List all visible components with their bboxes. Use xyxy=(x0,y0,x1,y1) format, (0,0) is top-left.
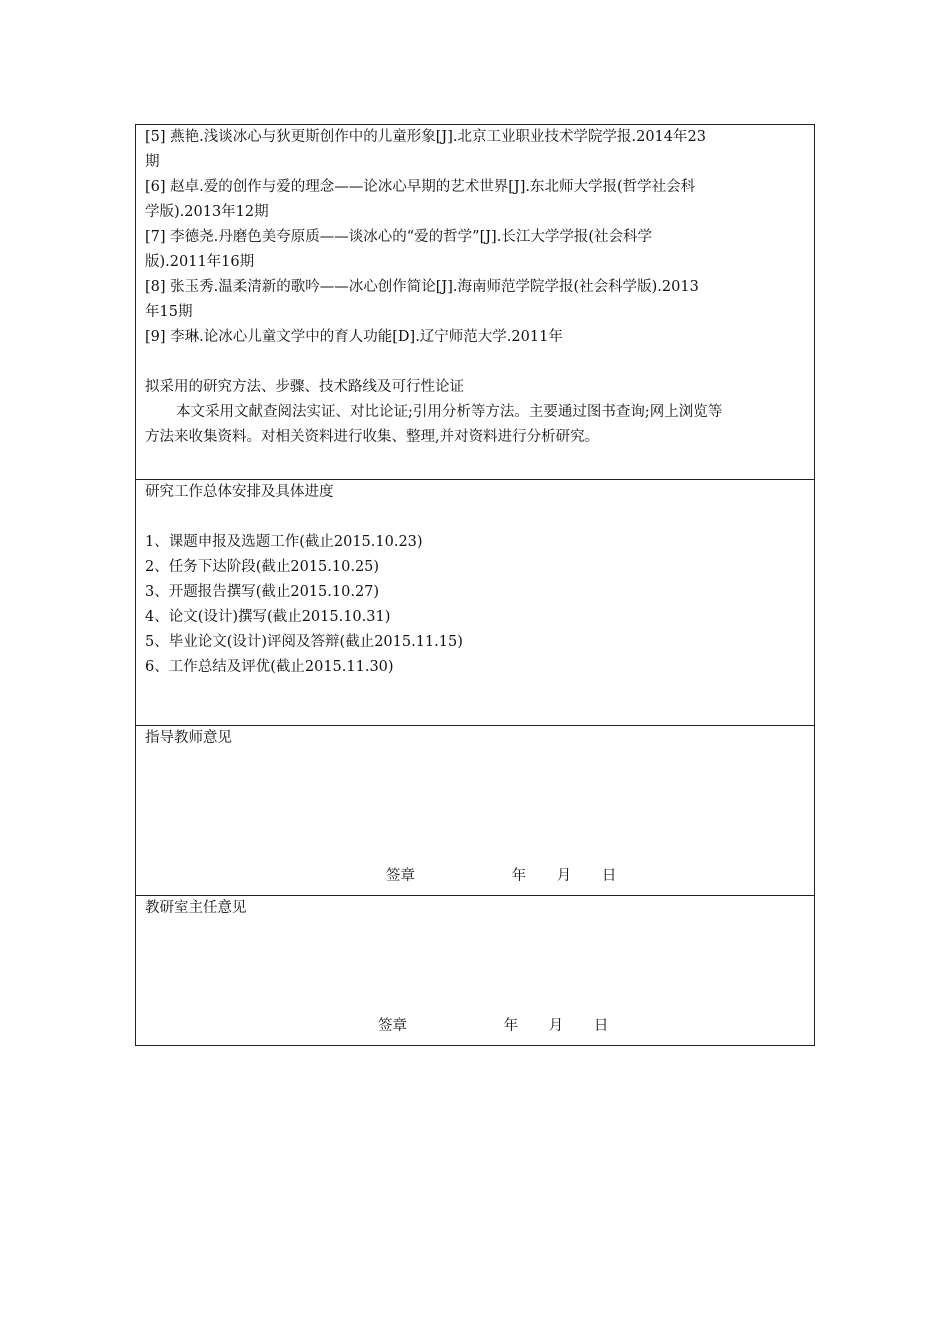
advisor-day-label: 日 xyxy=(601,868,617,884)
schedule-heading: 研究工作总体安排及具体进度 xyxy=(145,484,334,500)
schedule-item: 2、任务下达阶段(截止2015.10.25) xyxy=(145,559,380,575)
schedule-item: 1、课题申报及选题工作(截止2015.10.23) xyxy=(145,534,423,550)
director-signature-line xyxy=(378,1016,608,1036)
director-opinion-heading: 教研室主任意见 xyxy=(145,900,247,916)
reference-9-line1: [9] 李琳.论冰心儿童文学中的育人功能[D].辽宁师范大学.2011年 xyxy=(145,329,563,345)
reference-8-line1: [8] 张玉秀.温柔清新的歌吟——冰心创作简论[J].海南师范学院学报(社会科学版).2013 xyxy=(145,279,699,295)
director-seal-label: 签章 xyxy=(378,1018,407,1034)
schedule-item: 3、开题报告撰写(截止2015.10.27) xyxy=(145,584,380,600)
reference-7-line1: [7] 李德尧.丹磨色美夸原质——谈冰心的“爱的哲学”[J].长江大学学报(社会科学 xyxy=(145,229,652,245)
reference-6-line1: [6] 赵卓.爱的创作与爱的理念——论冰心早期的艺术世界[J].东北师大学报(哲学社会科 xyxy=(145,179,696,195)
director-year-label: 年 xyxy=(503,1018,519,1034)
advisor-opinion-heading: 指导教师意见 xyxy=(145,730,232,746)
schedule-item: 4、论文(设计)撰写(截止2015.10.31) xyxy=(145,609,391,625)
methods-text-line1: 本文采用文献查阅法实证、对比论证;引用分析等方法。主要通过图书查询;网上浏览等 xyxy=(176,404,723,420)
reference-6-line2: 学版).2013年12期 xyxy=(145,204,269,220)
reference-8-line2: 年15期 xyxy=(145,304,193,320)
schedule-item: 5、毕业论文(设计)评阅及答辩(截止2015.11.15) xyxy=(145,634,463,650)
director-month-label: 月 xyxy=(548,1018,564,1034)
schedule-item: 6、工作总结及评优(截止2015.11.30) xyxy=(145,659,394,675)
reference-5-line1: [5] 燕艳.浅谈冰心与狄更斯创作中的儿童形象[J].北京工业职业技术学院学报.2014年23 xyxy=(145,129,706,145)
methods-heading: 拟采用的研究方法、步骤、技术路线及可行性论证 xyxy=(145,379,464,395)
advisor-signature-line xyxy=(386,866,616,886)
advisor-opinion-cell xyxy=(136,726,814,896)
advisor-month-label: 月 xyxy=(556,868,572,884)
reference-7-line2: 版).2011年16期 xyxy=(145,254,255,270)
director-opinion-cell xyxy=(136,896,814,1045)
spacer xyxy=(145,350,805,375)
references-and-methods-cell xyxy=(136,125,814,480)
report-form-table xyxy=(135,124,815,1046)
reference-5-line2: 期 xyxy=(145,154,160,170)
director-day-label: 日 xyxy=(593,1018,609,1034)
advisor-year-label: 年 xyxy=(511,868,527,884)
advisor-seal-label: 签章 xyxy=(386,868,415,884)
spacer xyxy=(145,505,805,530)
schedule-cell xyxy=(136,480,814,726)
methods-text-line2: 方法来收集资料。对相关资料进行收集、整理,并对资料进行分析研究。 xyxy=(145,429,600,445)
